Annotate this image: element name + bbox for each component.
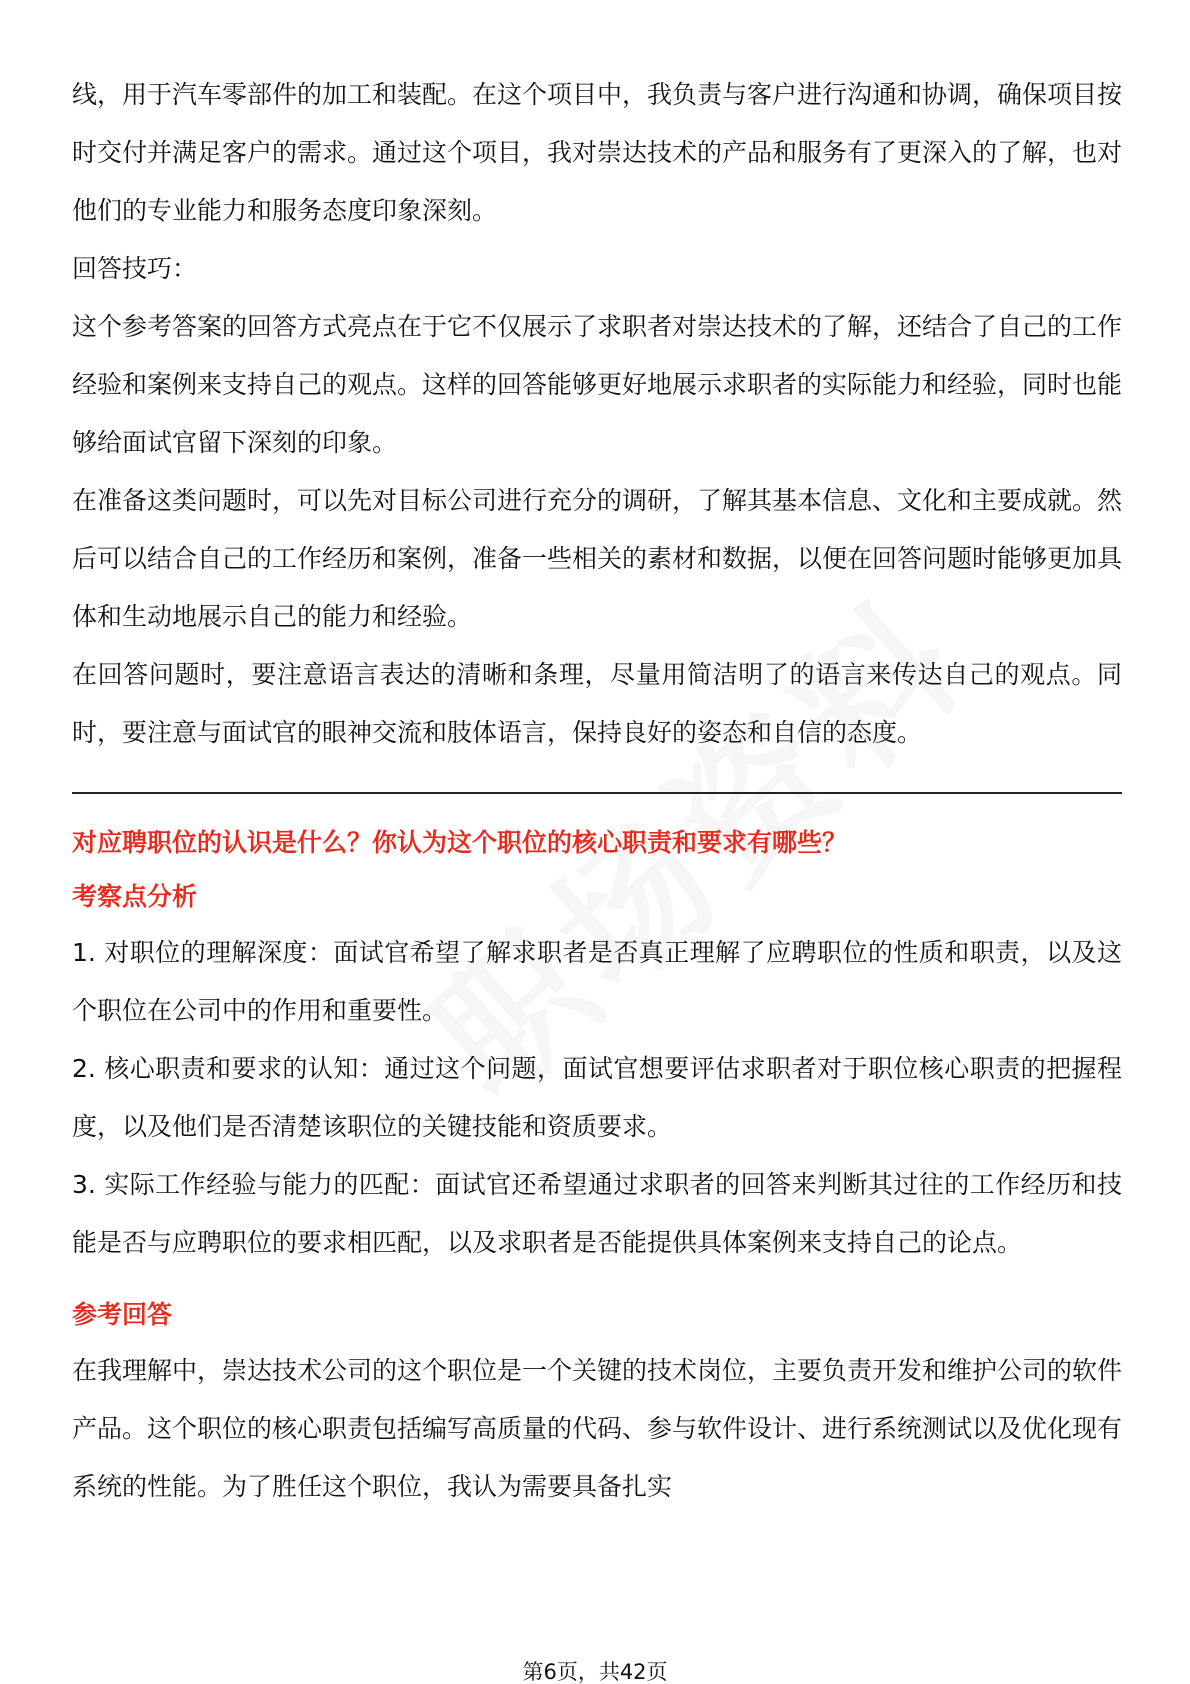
section-divider [72, 792, 1122, 794]
tips-heading: 回答技巧： [72, 254, 198, 283]
page-number: 第6页，共42页 [522, 1660, 668, 1684]
intro-paragraph-4: 在回答问题时，要注意语言表达的清晰和条理，尽量用简洁明了的语言来传达自己的观点。同时，要注意与面试官的眼神交流和肢体语言，保持良好的姿态和自信的态度。 [72, 660, 1122, 747]
intro-paragraph-1: 线，用于汽车零部件的加工和装配。在这个项目中，我负责与客户进行沟通和协调，确保项目按时交付并满足客户的需求。通过这个项目，我对崇达技术的产品和服务有了更深入的了解，也对他们的专业能力和服务态度印象深刻。 [72, 80, 1123, 225]
spacer [72, 1272, 1122, 1288]
question-title: 对应聘职位的认识是什么？你认为这个职位的核心职责和要求有哪些？ [72, 828, 848, 857]
analysis-item-2: 2. 核心职责和要求的认知：通过这个问题，面试官想要评估求职者对于职位核心职责的把握程度，以及他们是否清楚该职位的关键技能和资质要求。 [72, 1054, 1122, 1141]
answer-paragraph: 在我理解中，崇达技术公司的这个职位是一个关键的技术岗位，主要负责开发和维护公司的软件产品。这个职位的核心职责包括编写高质量的代码、参与软件设计、进行系统测试以及优化现有系统的性能。为了胜任这个职位，我认为需要具备扎实 [72, 1356, 1123, 1501]
intro-paragraph-3: 在准备这类问题时，可以先对目标公司进行充分的调研，了解其基本信息、文化和主要成就。然后可以结合自己的工作经历和案例，准备一些相关的素材和数据，以便在回答问题时能够更加具体和生动地展示自己的能力和经验。 [72, 486, 1123, 631]
page-content [72, 66, 1122, 1516]
analysis-title: 考察点分析 [72, 882, 198, 911]
intro-paragraph-2: 这个参考答案的回答方式亮点在于它不仅展示了求职者对崇达技术的了解，还结合了自己的工作经验和案例来支持自己的观点。这样的回答能够更好地展示求职者的实际能力和经验，同时也能够给面试官留下深刻的印象。 [72, 312, 1123, 457]
analysis-item-3: 3. 实际工作经验与能力的匹配：面试官还希望通过求职者的回答来判断其过往的工作经历和技能是否与应聘职位的要求相匹配，以及求职者是否能提供具体案例来支持自己的论点。 [72, 1170, 1122, 1257]
analysis-item-1: 1. 对职位的理解深度：面试官希望了解求职者是否真正理解了应聘职位的性质和职责，以及这个职位在公司中的作用和重要性。 [72, 938, 1122, 1025]
answer-title: 参考回答 [72, 1300, 173, 1329]
